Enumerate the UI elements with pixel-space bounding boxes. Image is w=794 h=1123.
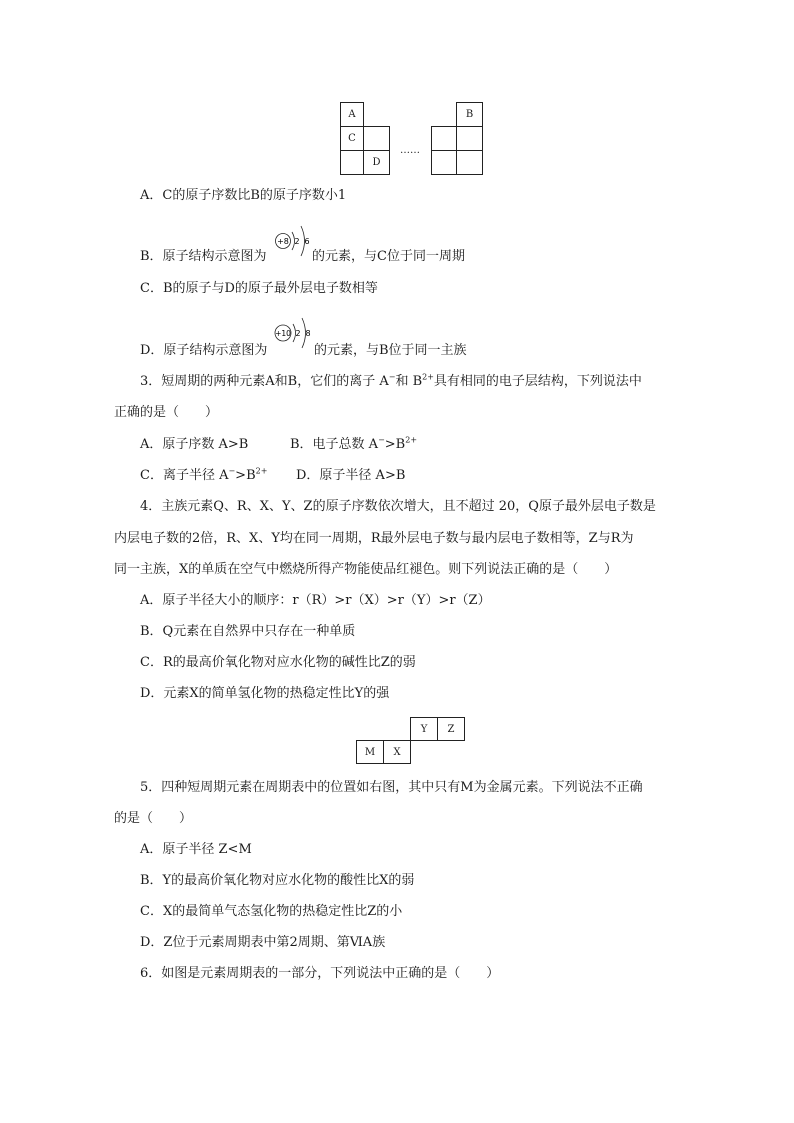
q5-option-d: D．Z位于元素周期表中第2周期、第ⅥA族	[140, 935, 386, 950]
q2-option-a: A．C的原子序数比B的原子序数小1	[140, 188, 347, 203]
cell-m: M	[356, 740, 384, 764]
q4-stem-line2: 内层电子数的2倍，R、X、Y均在同一周期，R最外层电子数与最内层电子数相等，Z与R为	[114, 531, 634, 546]
atom-d-nucleus: +10	[275, 329, 291, 338]
atom-b-shell2: 6	[304, 237, 310, 246]
q3-option-c	[140, 468, 267, 484]
q2-option-c: C．B的原子与D的原子最外层电子数相等	[140, 281, 378, 296]
q5-stem-line1: 5．四种短周期元素在周期表中的位置如右图，其中只有M为金属元素。下列说法不正确	[140, 780, 643, 795]
cell-y: Y	[410, 717, 438, 741]
q3-stem-sup2: 2+	[422, 372, 434, 382]
q4-option-c: C．R的最高价氧化物对应水化物的碱性比Z的弱	[140, 655, 416, 670]
q4-option-d: D．元素X的简单氢化物的热稳定性比Y的强	[140, 686, 390, 701]
atom-d-shell2: 8	[305, 329, 311, 338]
cell-empty	[340, 150, 364, 175]
q5-option-b: B．Y的最高价氧化物对应水化物的酸性比X的弱	[140, 873, 415, 888]
q4-option-b: B．Q元素在自然界中只存在一种单质	[140, 624, 356, 639]
q2-option-b-pre: B．原子结构示意图为	[140, 249, 267, 264]
q5-option-a: A．原子半径 Z<M	[140, 842, 252, 857]
cell-c: C	[340, 126, 364, 151]
q4-stem-line3: 同一主族，X的单质在空气中燃烧所得产物能使品红褪色。则下列说法正确的是（ ）	[114, 562, 618, 577]
cell-empty	[456, 150, 483, 175]
q3-option-b-sup2: 2+	[405, 435, 418, 445]
q2-option-b-post: 的元素，与C位于同一周期	[312, 249, 465, 264]
cell-d: D	[363, 150, 390, 175]
q3-stem-sup1: −	[388, 372, 396, 382]
q3-option-d: D．原子半径 A>B	[296, 468, 406, 483]
cell-empty	[363, 126, 390, 151]
cell-x: X	[383, 740, 411, 764]
q2-option-d-pre: D．原子结构示意图为	[140, 343, 268, 358]
atom-structure-diagram-b	[274, 222, 316, 262]
cell-z: Z	[437, 717, 465, 741]
q3-option-c-sup1: −	[228, 466, 236, 476]
atom-b-nucleus: +8	[277, 237, 289, 246]
q5-option-c: C．X的最简单气态氢化物的热稳定性比Z的小	[140, 904, 403, 919]
q3-stem-text-a: 3．短周期的两种元素A和B，它们的离子 A	[140, 374, 389, 389]
q3-option-b-mid: >B	[384, 437, 406, 452]
q3-stem-text-b: 和 B	[395, 374, 423, 389]
q3-stem-text-c: 具有相同的电子层结构，下列说法中	[433, 374, 642, 389]
atom-structure-diagram-d	[274, 314, 316, 354]
cell-a: A	[340, 102, 364, 127]
q3-option-c-mid: >B	[235, 468, 256, 483]
q3-option-b-sup1: −	[378, 435, 385, 445]
atom-d-shell1: 2	[295, 329, 301, 338]
q3-option-c-pre: C．离子半径 A	[140, 468, 229, 483]
q2-option-d-post: 的元素，与B位于同一主族	[314, 343, 467, 358]
q4-stem-line1: 4．主族元素Q、R、X、Y、Z的原子序数依次增大，且不超过 20，Q原子最外层电子数是	[140, 499, 656, 514]
cell-b: B	[456, 102, 483, 127]
q3-stem-line1	[140, 374, 642, 390]
q5-stem-line2: 的是（ ）	[114, 811, 193, 826]
cell-empty	[431, 150, 457, 175]
q3-option-a: A．原子序数 A>B	[140, 437, 249, 452]
q3-option-b-pre: B．电子总数 A	[290, 437, 379, 452]
q3-option-b	[290, 437, 417, 453]
table-ellipsis: ……	[400, 145, 420, 156]
q3-stem-line2: 正确的是（ ）	[114, 405, 219, 420]
atom-b-shell1: 2	[294, 237, 300, 246]
cell-empty	[456, 126, 483, 151]
q6-stem: 6．如图是元素周期表的一部分，下列说法中正确的是（ ）	[140, 966, 500, 981]
q4-option-a: A．原子半径大小的顺序：r（R）>r（X）>r（Y）>r（Z）	[140, 593, 491, 608]
cell-empty	[431, 126, 457, 151]
q3-option-c-sup2: 2+	[255, 466, 268, 476]
